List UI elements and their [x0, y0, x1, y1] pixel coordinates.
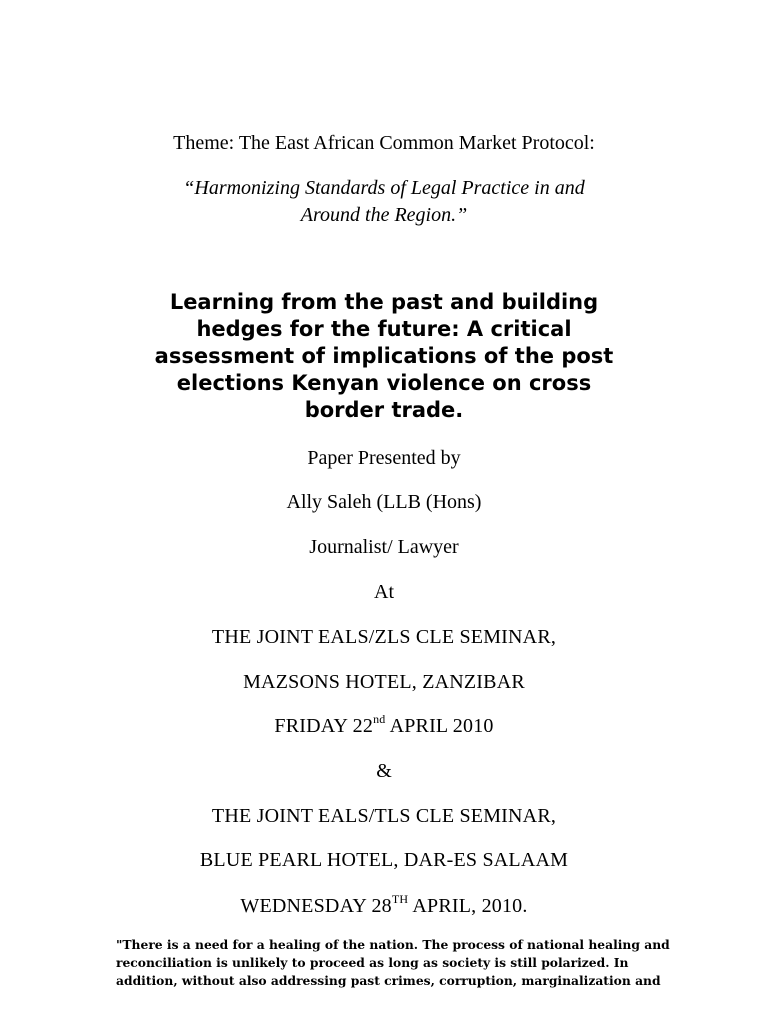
- author-name: Ally Saleh (LLB (Hons): [286, 491, 482, 513]
- subtheme-line-1: “Harmonizing Standards of Legal Practice in and: [183, 177, 585, 199]
- paper-title-line-1: Learning from the past and building: [169, 290, 599, 314]
- event-1-date-rest: APRIL 2010: [385, 715, 494, 737]
- ampersand: &: [376, 760, 392, 782]
- event-1-date-main: FRIDAY 22: [274, 715, 374, 737]
- subtheme-line-2: Around the Region.”: [300, 204, 468, 226]
- event-1-date: [0, 714, 768, 738]
- theme-heading: Theme: The East African Common Market Protocol:: [173, 132, 595, 154]
- event-2-date-main: WEDNESDAY 28: [240, 895, 392, 917]
- quote-line-1: "There is a need for a healing of the nation. The process of national healing and: [116, 937, 670, 952]
- event-2-venue: BLUE PEARL HOTEL, DAR-ES SALAAM: [199, 849, 569, 871]
- paper-title-line-5: border trade.: [304, 398, 464, 422]
- quote-line-2: reconciliation is unlikely to proceed as long as society is still polarized. In: [116, 955, 629, 970]
- paper-title-line-4: elections Kenyan violence on cross: [176, 371, 592, 395]
- quote-line-3: addition, without also addressing past crimes, corruption, marginalization and: [116, 973, 661, 988]
- event-1-venue: MAZSONS HOTEL, ZANZIBAR: [243, 671, 525, 693]
- event-2-name: THE JOINT EALS/TLS CLE SEMINAR,: [211, 805, 557, 827]
- event-2-date-rest: APRIL, 2010.: [408, 895, 528, 917]
- event-2-date: [0, 894, 768, 918]
- opening-quote: [116, 936, 670, 990]
- event-1-date-suffix-sup: nd: [373, 712, 386, 727]
- author-role: Journalist/ Lawyer: [309, 536, 459, 558]
- paper-title-line-3: assessment of implications of the post: [154, 344, 614, 368]
- event-2-date-suffix-sup: TH: [391, 892, 409, 907]
- at-label: At: [374, 581, 394, 603]
- presented-by: Paper Presented by: [307, 447, 461, 469]
- event-1-name: THE JOINT EALS/ZLS CLE SEMINAR,: [211, 626, 557, 648]
- paper-title-line-2: hedges for the future: A critical: [196, 317, 572, 341]
